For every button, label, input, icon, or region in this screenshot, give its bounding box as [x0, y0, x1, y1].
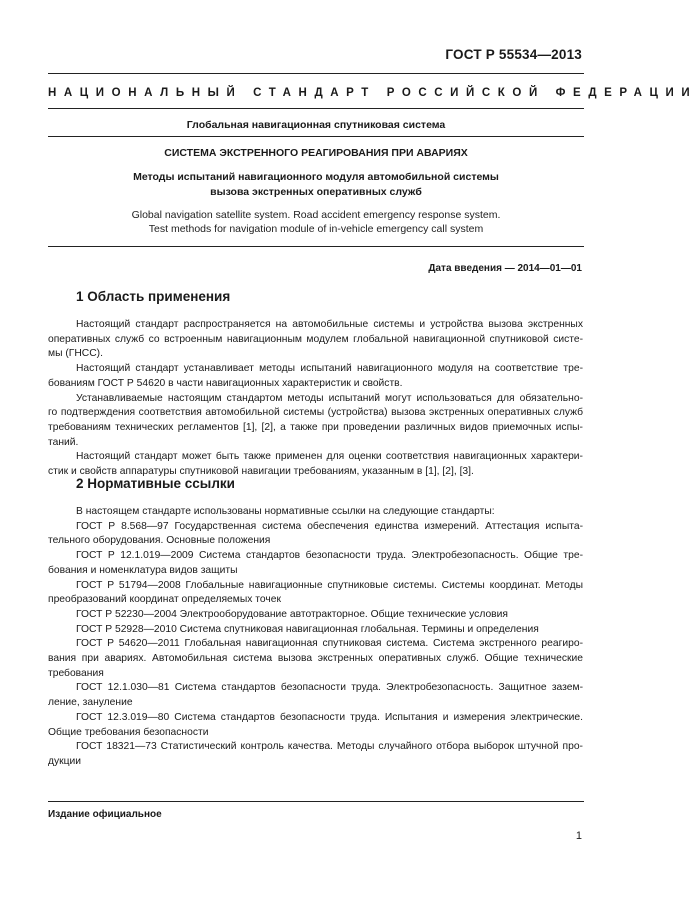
- section-2-heading: 2 Нормативные ссылки: [76, 476, 235, 491]
- body-line: требованиям технических регламентов [1], [2], а также при проведении различных видов приемочных испы-: [48, 421, 583, 433]
- reference-line: преобразований координат определяемых точек: [48, 594, 281, 606]
- footer-rule: [48, 801, 584, 802]
- body-line: В настоящем стандарте использованы нормативные ссылки на следующие стандарты:: [76, 506, 495, 517]
- title-subtitle-line: Методы испытаний навигационного модуля автомобильной системы: [133, 171, 499, 183]
- title-main: СИСТЕМА ЭКСТРЕННОГО РЕАГИРОВАНИЯ ПРИ АВАРИЯХ: [164, 147, 468, 159]
- reference-line: ление, зануление: [48, 697, 133, 709]
- national-standard-banner: НАЦИОНАЛЬНЫЙ СТАНДАРТ РОССИЙСКОЙ ФЕДЕРАЦИИ: [48, 87, 697, 99]
- reference-line: ГОСТ Р 8.568—97 Государственная система обеспечения единства измерений. Аттестация испыта-: [76, 520, 583, 532]
- title-block-rule: [48, 246, 584, 247]
- reference-line: требования: [48, 667, 104, 679]
- title-english-line: Global navigation satellite system. Road accident emergency response system.: [131, 209, 501, 221]
- reference-line: дукции: [48, 755, 82, 767]
- reference-line: ГОСТ Р 54620—2011 Глобальная навигационная спутниковая система. Система экстренного реагиро-: [76, 638, 583, 650]
- reference-line: ГОСТ 18321—73 Статистический контроль качества. Методы случайного отбора выборок штучной про-: [76, 741, 583, 753]
- body-line: Настоящий стандарт устанавливает методы испытаний навигационного модуля на соответствие тре-: [76, 363, 583, 375]
- body-line: Настоящий стандарт распространяется на автомобильные системы и устройства вызова экстренных: [76, 319, 583, 330]
- reference-line: ГОСТ 12.3.019—80 Система стандартов безопасности труда. Испытания и измерения электрические.: [76, 711, 583, 723]
- body-line: бованиям ГОСТ Р 54620 в части навигационных характеристик и свойств.: [48, 377, 403, 389]
- section-1-heading: 1 Область применения: [76, 289, 231, 304]
- reference-line: Общие требования безопасности: [48, 726, 209, 738]
- body-line: стик и свойств аппаратуры спутниковой навигации требованиям, указанным в [1], [2], [3].: [48, 466, 474, 478]
- official-edition-label: Издание официальное: [48, 809, 162, 820]
- header-rule-bottom: [48, 108, 584, 109]
- reference-line: ГОСТ Р 51794—2008 Глобальные навигационные спутниковые системы. Системы координат. Методы: [76, 579, 583, 591]
- body-line: Устанавливаемые настоящим стандартом методы испытаний могут использоваться для обязательно-: [76, 392, 583, 404]
- title-english: [48, 208, 584, 236]
- body-line: таний.: [48, 436, 79, 448]
- body-line: Настоящий стандарт может быть также применен для оценки соответствия навигационных характери-: [76, 451, 583, 463]
- title-rule: [48, 136, 584, 137]
- reference-line: тельного оборудования. Основные положения: [48, 535, 271, 547]
- title-english-line: Test methods for navigation module of in-vehicle emergency call system: [148, 223, 484, 235]
- reference-line: бования и номенклатура видов защиты: [48, 564, 238, 576]
- document-code: ГОСТ Р 55534—2013: [445, 47, 582, 62]
- reference-line: ГОСТ Р 12.1.019—2009 Система стандартов безопасности труда. Электробезопасность. Общие тре-: [76, 550, 583, 562]
- title-subtitle-line: вызова экстренных оперативных служб: [210, 186, 422, 198]
- reference-line: ГОСТ Р 52928—2010 Система спутниковая навигационная глобальная. Термины и определения: [76, 623, 539, 635]
- title-subtitle: [48, 170, 584, 200]
- body-line: го подтверждения соответствия автомобильной системы (устройства) вызова экстренных оперативных служб: [48, 407, 583, 419]
- introduction-date: Дата введения — 2014—01—01: [428, 263, 582, 274]
- body-line: оперативных служб со встроенным навигационным модулем глобальной навигационной спутниковой систе-: [48, 333, 583, 345]
- title-system: Глобальная навигационная спутниковая система: [186, 119, 446, 131]
- body-line: мы (ГНСС).: [48, 348, 103, 360]
- header-rule-top: [48, 73, 584, 74]
- section-2-body: [48, 505, 583, 770]
- reference-line: ГОСТ 12.1.030—81 Система стандартов безопасности труда. Электробезопасность. Защитное зазем-: [76, 682, 583, 694]
- reference-line: вания при авариях. Автомобильная система вызова экстренных оперативных служб. Общие технические: [48, 653, 583, 665]
- page-number: 1: [575, 830, 582, 842]
- section-1-body: [48, 318, 583, 480]
- reference-line: ГОСТ Р 52230—2004 Электрооборудование автотракторное. Общие технические условия: [76, 608, 508, 620]
